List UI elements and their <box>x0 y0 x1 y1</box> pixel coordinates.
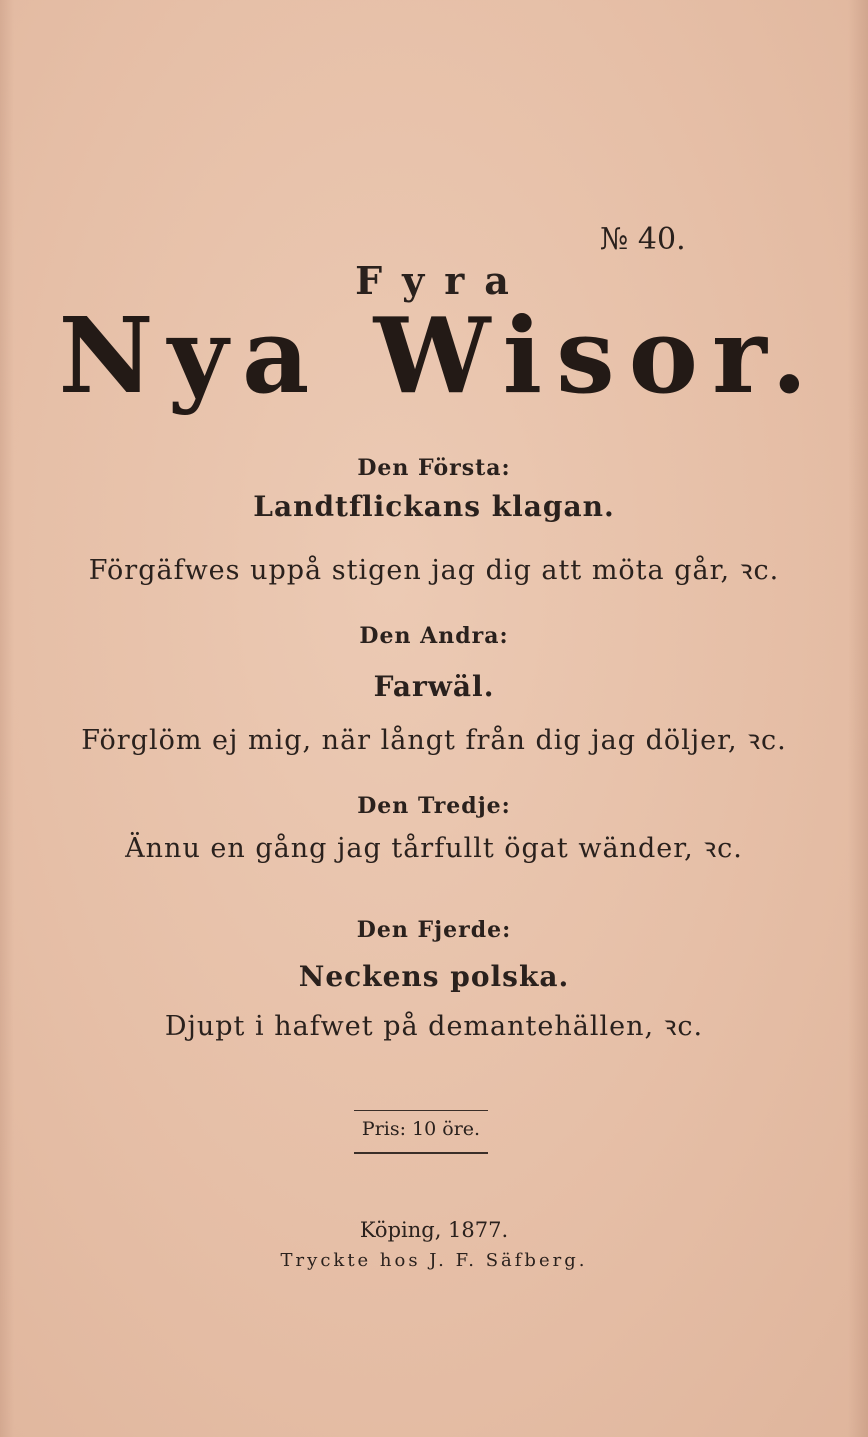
pre-title: Fyra <box>355 258 529 303</box>
song-3-label: Den Tredje: <box>357 793 511 819</box>
price-rule-bottom <box>354 1152 488 1154</box>
price: Pris: 10 öre. <box>361 1118 481 1140</box>
price-box <box>354 1108 488 1156</box>
song-1-first-line: Förgäfwes uppå stigen jag dig att möta går, ꝛc. <box>88 555 780 586</box>
song-4-title: Neckens polska. <box>298 960 570 993</box>
imprint-place-year: Köping, 1877. <box>359 1218 509 1242</box>
song-2-label: Den Andra: <box>359 623 509 649</box>
song-4-label: Den Fjerde: <box>356 917 512 943</box>
song-4-first-line: Djupt i hafwet på demantehällen, ꝛc. <box>164 1011 704 1042</box>
price-rule-top <box>354 1110 488 1111</box>
song-3-first-line: Ännu en gång jag tårfullt ögat wänder, ꝛc. <box>125 833 743 864</box>
imprint-printer: Tryckte hos J. F. Säfberg. <box>280 1250 588 1271</box>
issue-number: № 40. <box>600 222 686 257</box>
song-1-label: Den Första: <box>357 455 511 481</box>
song-2-first-line: Förglöm ej mig, när långt från dig jag döljer, ꝛc. <box>81 725 787 756</box>
song-1-title: Landtflickans klagan. <box>253 490 615 523</box>
main-title: Nya Wisor. <box>58 294 822 417</box>
song-2-title: Farwäl. <box>373 670 495 703</box>
